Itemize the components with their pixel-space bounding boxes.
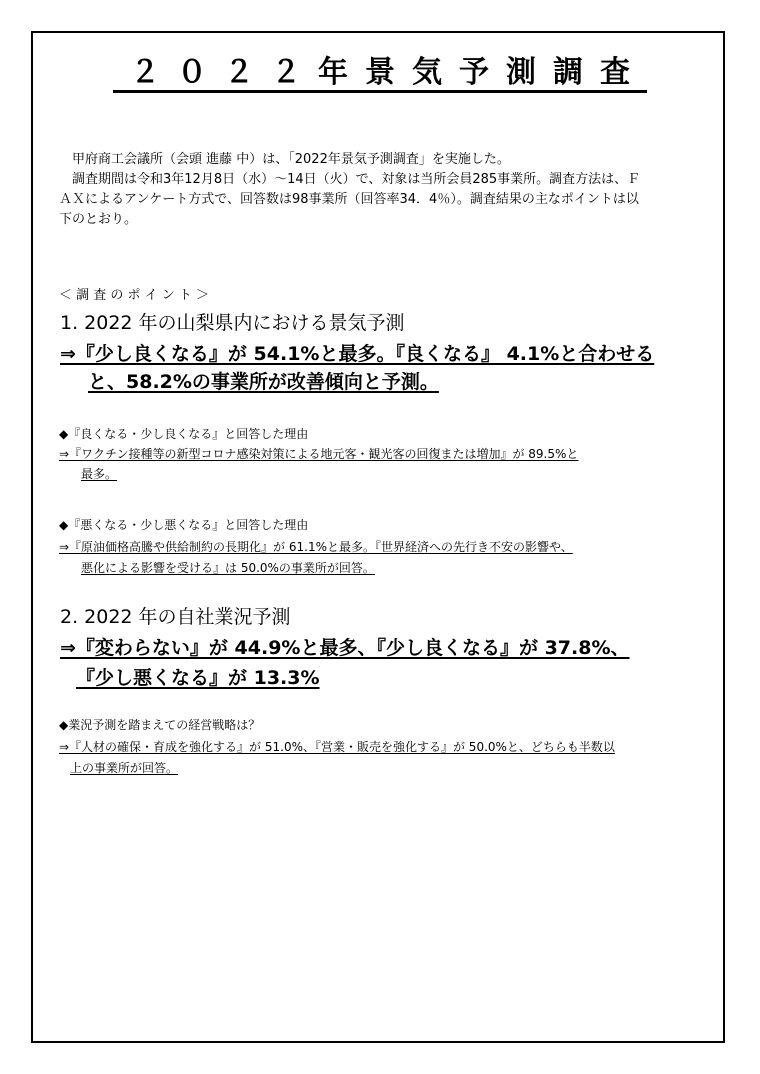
section2-highlight: ⇒『変わらない』が 44.9%と最多、『少し良くなる』が 37.8%、: [60, 637, 630, 659]
strategy-heading: ◆業況予測を踏まえての経営戦略は？: [59, 718, 261, 732]
section2-heading: 2. 2022 年の自社業況予測: [60, 606, 291, 628]
section1-highlight: ⇒『少し良くなる』が 54.1%と最多。『良くなる』 4.1%と合わせる: [60, 343, 655, 365]
bad-reason-line: ⇒『原油価格高騰や供給制約の長期化』が 61.1%と最多。『世界経済への先行き不安の影響や、: [59, 540, 573, 554]
points-heading: ＜ 調 査 の ポ イ ン ト ＞: [59, 288, 210, 303]
intro-line: 下のとおり。: [59, 212, 138, 227]
section1-highlight-cont: と、58.2%の事業所が改善傾向と予測。: [88, 371, 439, 393]
good-reason-heading: ◆『良くなる・少し良くなる』と回答した理由: [59, 427, 309, 441]
good-reason-line-cont: 最多。: [81, 467, 118, 481]
document-title-text: ２０２２年景気予測調査: [113, 55, 647, 93]
intro-line: 調査期間は令和3年12月8日（水）～14日（火）で、対象は当所会員285事業所。調査方法は、Ｆ: [72, 172, 641, 187]
good-reason-line: ⇒『ワクチン接種等の新型コロナ感染対策による地元客・観光客の回復または増加』が 89.5%と: [59, 447, 579, 461]
document-title: [0, 53, 760, 93]
strategy-line: ⇒『人材の確保・育成を強化する』が 51.0%、『営業・販売を強化する』が 50.0%と、どちらも半数以: [59, 740, 615, 754]
intro-line: ＡＸによるアンケート方式で、回答数は98事業所（回答率34．4％）。調査結果の主なポイントは以: [59, 192, 639, 207]
bad-reason-heading: ◆『悪くなる・少し悪くなる』と回答した理由: [59, 518, 309, 532]
strategy-line-cont: 上の事業所が回答。: [70, 761, 179, 775]
section2-highlight-cont: 『少し悪くなる』が 13.3%: [76, 667, 320, 689]
intro-line: 甲府商工会議所（会頭 進藤 中）は、「2022年景気予測調査」を実施した。: [72, 152, 510, 167]
intro-paragraph: [59, 150, 699, 230]
bad-reason-line-cont: 悪化による影響を受ける』は 50.0%の事業所が回答。: [81, 561, 375, 575]
section1-heading: 1. 2022 年の山梨県内における景気予測: [60, 312, 405, 334]
